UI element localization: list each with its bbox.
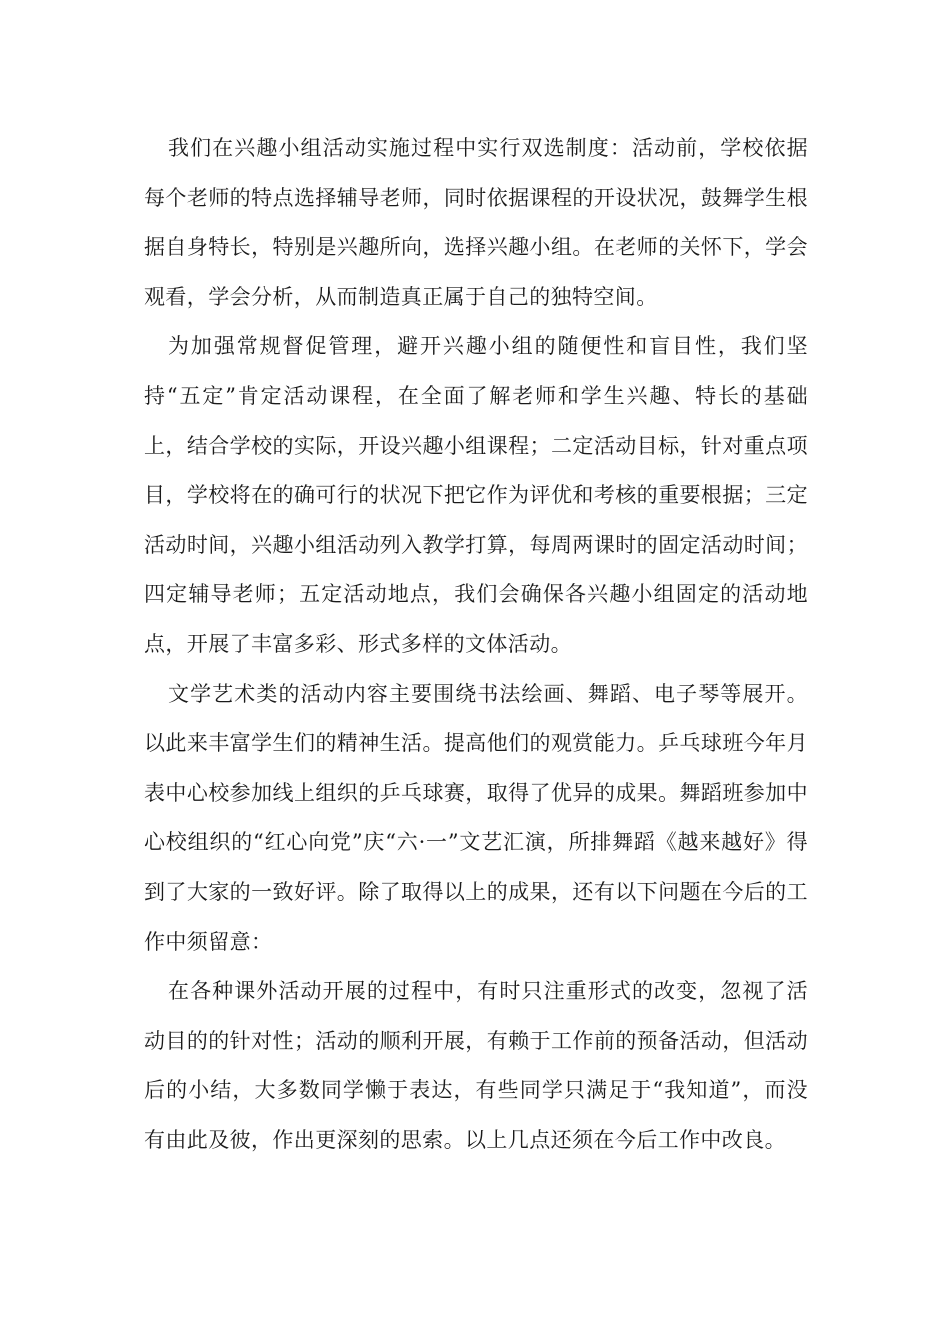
paragraph-3: 文学艺术类的活动内容主要围绕书法绘画、舞蹈、电子琴等展开。以此来丰富学生们的精神生活。提高他们的观赏能力。乒乓球班今年月表中心校参加线上组织的乒乓球赛，取得了优异的成果。舞蹈班参加中心校组织的“红心向党”庆“六·一”文艺汇演，所排舞蹈《越来越好》得到了大家的一致好评。除了取得以上的成果，还有以下问题在今后的工作中须留意： (144, 681, 808, 954)
document-page (144, 124, 808, 1165)
paragraph-2: 为加强常规督促管理，避开兴趣小组的随便性和盲目性，我们坚持“五定”肯定活动课程，在全面了解老师和学生兴趣、特长的基础上，结合学校的实际，开设兴趣小组课程；二定活动目标，针对重点项目，学校将在的确可行的状况下把它作为评优和考核的重要根据；三定活动时间，兴趣小组活动列入教学打算，每周两课时的固定活动时间；四定辅导老师；五定活动地点，我们会确保各兴趣小组固定的活动地点，开展了丰富多彩、形式多样的文体活动。 (144, 334, 808, 656)
paragraph-1: 我们在兴趣小组活动实施过程中实行双选制度：活动前，学校依据每个老师的特点选择辅导老师，同时依据课程的开设状况，鼓舞学生根据自身特长，特别是兴趣所向，选择兴趣小组。在老师的关怀下，学会观看，学会分析，从而制造真正属于自己的独特空间。 (144, 136, 808, 309)
paragraph-4: 在各种课外活动开展的过程中，有时只注重形式的改变，忽视了活动目的的针对性；活动的顺利开展，有赖于工作前的预备活动，但活动后的小结，大多数同学懒于表达，有些同学只满足于“我知道”，而没有由此及彼，作出更深刻的思索。以上几点还须在今后工作中改良。 (144, 979, 808, 1152)
